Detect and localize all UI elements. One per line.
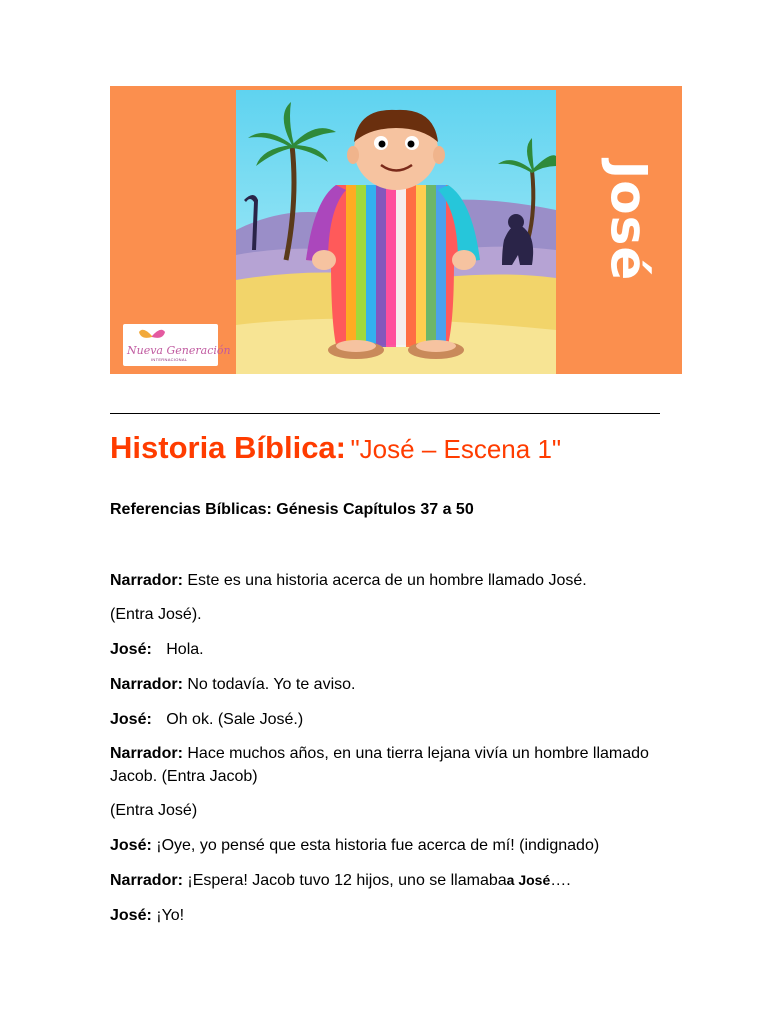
dialogue: Hola. [166,641,204,658]
script-line [110,904,670,927]
dialogue: Oh ok. (Sale José.) [166,711,304,728]
script-line [110,603,670,626]
speaker: José: [110,837,152,854]
bible-references: Referencias Bíblicas: Génesis Capítulos 37 a 50 [110,501,474,518]
dialogue: No todavía. Yo te aviso. [187,676,356,693]
speaker: Narrador: [110,676,183,693]
vertical-title [598,156,658,286]
script-line [110,834,670,857]
speaker: Narrador: [110,872,183,889]
dialogue: ¡Yo! [156,907,185,924]
emphasized-name: a José [506,872,551,888]
speaker: Narrador: [110,745,183,762]
speaker: José: [110,711,152,728]
dialogue: Hace muchos años, en una tierra lejana vivía un hombre llamado Jacob. (Entra Jacob) [110,745,649,785]
dialogue: (Entra José). [110,606,202,623]
script-line [110,869,670,892]
dialogue: Este es una historia acerca de un hombre llamado José. [187,572,587,589]
speaker: Narrador: [110,572,183,589]
logo-text: Nueva Generación [127,344,231,357]
ellipsis: …. [550,872,571,889]
dialogue: ¡Oye, yo pensé que esta historia fue acerca de mí! (indignado) [156,837,600,854]
script-line [110,708,670,731]
vertical-title-text: José [599,160,658,282]
logo-subtext: INTERNACIONAL [151,357,188,362]
title-main: Historia Bíblica: [110,430,346,465]
script-line [110,673,670,696]
publisher-logo [123,324,231,366]
speaker: José: [110,907,152,924]
page-title [110,430,561,466]
cover-banner [110,86,682,374]
dialogue: ¡Espera! Jacob tuvo 12 hijos, uno se llamaba [187,872,507,889]
cover-illustration [236,90,556,374]
horizontal-divider [110,413,660,414]
script-line [110,799,670,822]
dialogue: (Entra José) [110,802,198,819]
title-sub: "José – Escena 1" [350,434,562,464]
script-line [110,638,670,661]
speaker: José: [110,641,152,658]
script-line [110,742,660,788]
butterfly-icon [137,326,167,346]
script-line [110,569,670,592]
